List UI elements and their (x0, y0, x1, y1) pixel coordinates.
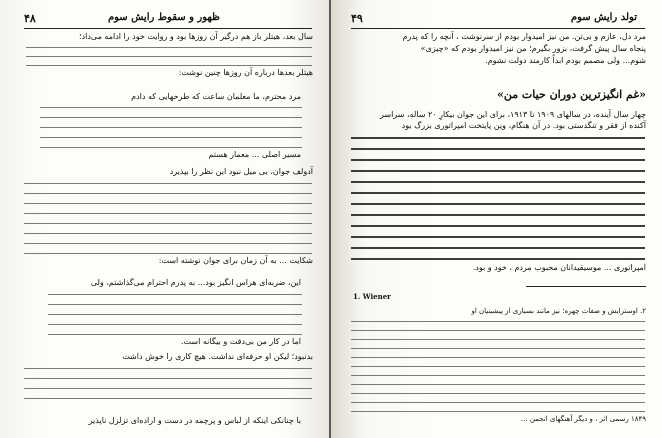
left-page-header (24, 12, 310, 26)
left-running-title: ظهور و سقوط رایش سوم (107, 12, 220, 23)
text-line (351, 170, 645, 172)
right-header-rule (351, 28, 645, 29)
text-line (40, 127, 302, 128)
left-paragraph-2-end: شکایت ... به آن زمان برای جوان نوشته است: (158, 256, 313, 265)
right-running-title: تولد رایش سوم (570, 12, 637, 23)
text-line (351, 214, 645, 216)
left-poem-end: اما در کار من بی‌دقت و بیگانه است. (181, 337, 301, 346)
right-body-line-1: چهار سال آینده، در سالهای ۱۹۰۹ تا ۱۹۱۳، برای این جوان بیکارِ ۲۰ ساله، سراسر (379, 110, 646, 119)
left-page-number: ۴۸ (24, 12, 36, 25)
left-paragraph-2-start: آدولف جوان، بی میل نبود این نظر را بپذیرد (169, 167, 313, 176)
text-line (48, 324, 302, 325)
text-line (351, 159, 645, 161)
text-line (24, 243, 312, 244)
text-line (351, 411, 645, 412)
text-line (48, 294, 302, 295)
text-line (351, 181, 645, 183)
text-line (351, 247, 645, 249)
left-header-rule (24, 28, 312, 29)
text-line (351, 393, 645, 394)
section-heading: «غم انگیزترین دوران حیات من» (496, 88, 646, 101)
footnote-1-marker: 1. (353, 292, 361, 301)
text-line (24, 378, 312, 379)
text-line (351, 225, 645, 227)
text-line (24, 223, 312, 224)
left-paragraph-1-end: هیتلر بعدها درباره آن روزها چنین نوشت: (178, 68, 313, 77)
text-line (48, 304, 302, 305)
text-line (351, 148, 645, 150)
left-closing-line: با چنانکی اینکه از لباس و پرچمه در دست و اراده‌ای تزلزل ناپذیر (88, 416, 301, 425)
text-line (48, 314, 302, 315)
footnote-rule (526, 286, 646, 287)
text-line (40, 117, 302, 118)
left-paragraph-1-start: سال بعد، هیتلر باز هم درگیر آن روزها بود و روایت خود را ادامه می‌داد؛ (79, 32, 313, 41)
text-line (351, 330, 645, 331)
footnote-1 (353, 292, 391, 301)
text-line (26, 47, 312, 48)
text-line (351, 258, 645, 260)
text-line (24, 368, 312, 369)
left-paragraph-3-start: بدنبود؛ لیکن او حرفه‌ای نداشت. هیچ کاری را خوش داشت (122, 352, 313, 361)
text-line (24, 213, 312, 214)
text-line (24, 233, 312, 234)
right-top-line-1: مرد دل، عازم و بی‌تن. من نیز امیدوار بودم از سرنوشت ، آنچه را که پدرم (402, 32, 646, 41)
text-line (351, 375, 645, 376)
text-line (26, 56, 312, 57)
text-line (351, 192, 645, 194)
text-line (351, 402, 645, 403)
text-line (24, 388, 312, 389)
footnote-1-latin: Wiener (362, 292, 391, 301)
text-line (24, 193, 312, 194)
text-line (351, 366, 645, 367)
right-top-line-3: شوم... ولی مصمم بودم ابداً کارمند دولت نشوم. (485, 56, 646, 65)
text-line (351, 339, 645, 340)
text-line (40, 107, 302, 108)
text-line (351, 357, 645, 358)
left-quote-1-start: مرد محترم، ما معلمان ساعت که طرحهایی که دادم (131, 92, 301, 101)
right-page (331, 0, 662, 438)
footnote-2-start: ۲. اوسترایش و صفات چهره؛ نیز مانند بسیاری از پیشینیان او (471, 307, 646, 315)
text-line (40, 147, 302, 148)
text-line (351, 348, 645, 349)
text-line (24, 253, 312, 254)
right-body-line-2: آکنده از فقر و تنگدستی بود. در آن هنگام، وین پایتخت امپراتوری بزرگ بود (401, 121, 646, 130)
right-body-end: امپراتوری ... موسیقیدانان محبوب مردم ، خود و بود. (472, 263, 646, 272)
text-line (351, 137, 645, 139)
text-line (24, 398, 312, 399)
footnote-2-end: ۱۸۴۹ رسمی اثر ، و دیگر آهنگهای انجمن ... (520, 415, 646, 423)
text-line (48, 334, 302, 335)
text-line (351, 384, 645, 385)
text-line (24, 183, 312, 184)
right-page-number: ۴۹ (351, 12, 363, 25)
left-quote-1-end: مسیر اصلی ... معمار هستم (208, 150, 301, 159)
text-line (351, 321, 645, 322)
right-top-line-2: پنجاه سال پیش گرفت، بزور بگیرم؛ من نیز امیدوار بودم که «چیزی» (420, 44, 646, 53)
text-line (40, 137, 302, 138)
text-line (351, 203, 645, 205)
left-poem-start: این، ضربه‌ای هراس انگیز بود... به پدرم احترام می‌گذاشتم، ولی (90, 278, 301, 287)
text-line (26, 65, 312, 66)
right-page-header (351, 12, 643, 26)
text-line (24, 203, 312, 204)
text-line (351, 236, 645, 238)
